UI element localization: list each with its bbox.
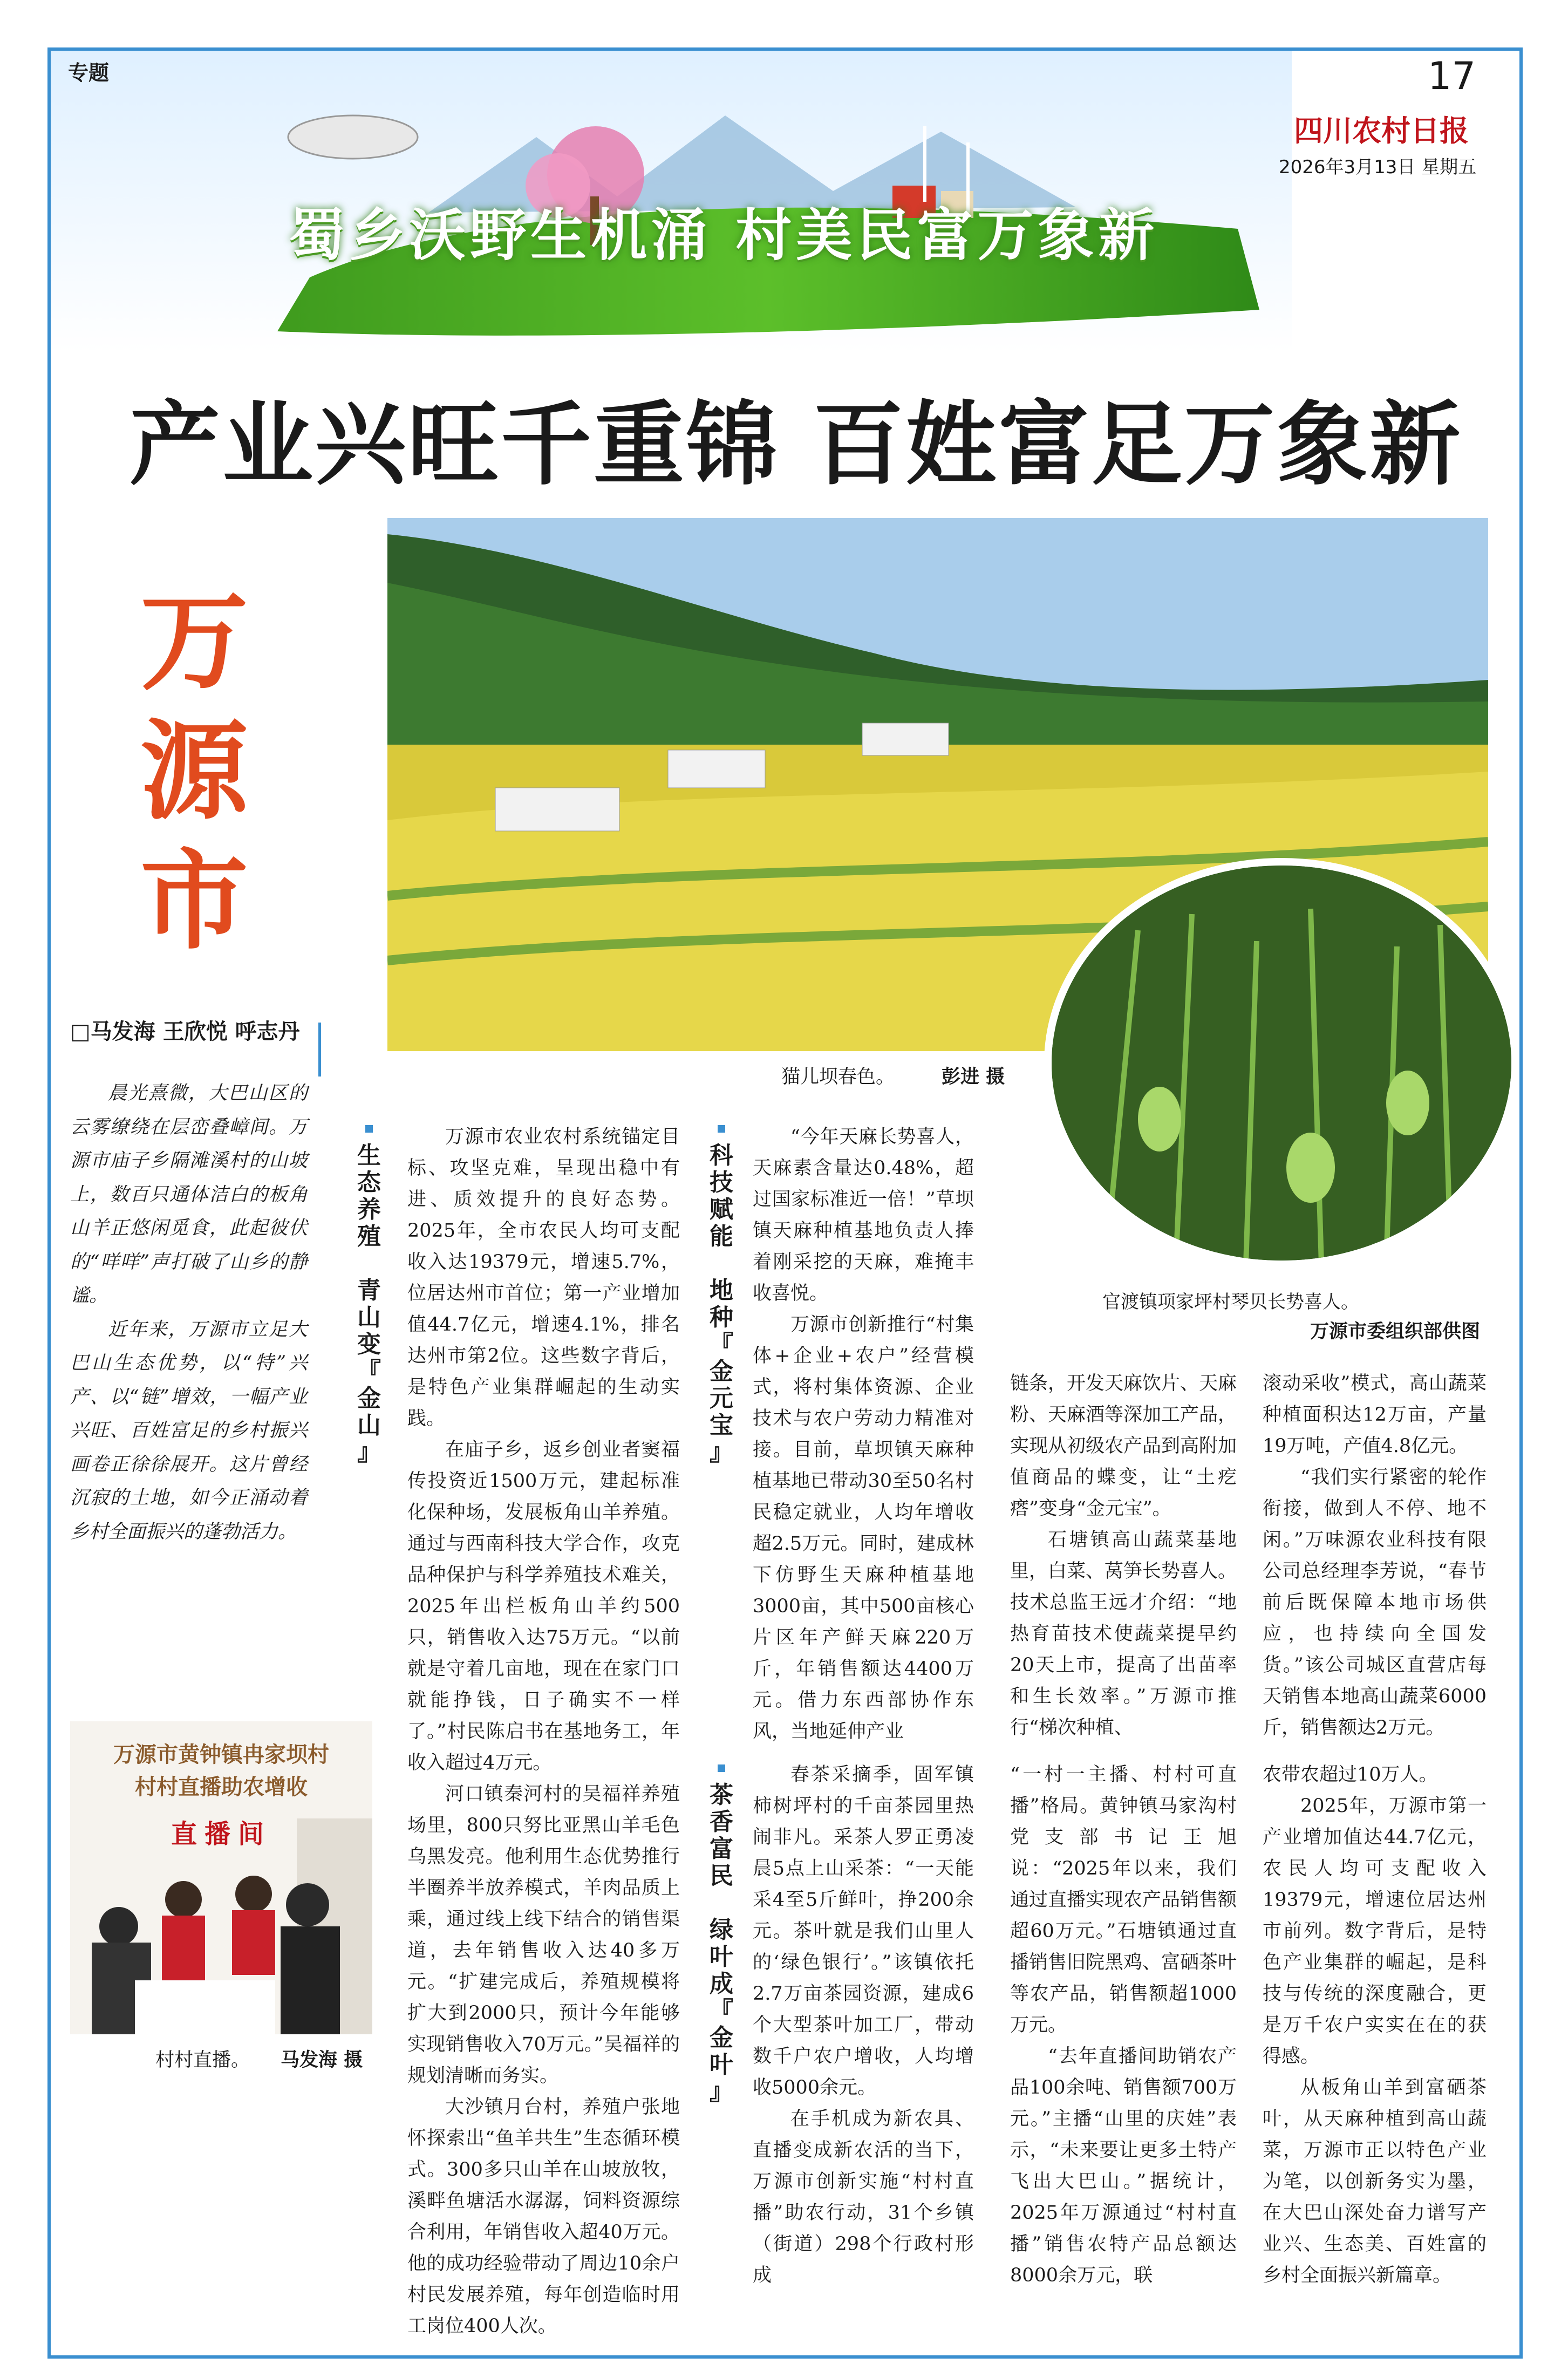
- paragraph: 在庙子乡，返乡创业者窦福传投资近1500万元，建起标准化保种场，发展板角山羊养殖。通过与西南科技大学合作，攻克品种保护与科学养殖技术难关，2025年出栏板角山羊约500只，销售收入达75万元。“以前就是守着几亩地，现在在家门口就能挣钱，日子确实不一样了。”村民陈启书在基地务工，年收入超过4万元。: [407, 1439, 680, 1774]
- paragraph: 农带农超过10万人。: [1263, 1764, 1438, 1786]
- paragraph: 从板角山羊到富硒茶叶，从天麻种植到高山蔬菜，万源市正以特色产业为笔，以创新务实为墨，在大巴山深处奋力谱写产业兴、生态美、百姓富的乡村全面振兴新篇章。: [1263, 2077, 1487, 2286]
- paragraph: 万源市农业农村系统锚定目标、攻坚克难，呈现出稳中有进、质效提升的良好态势。2025年，全市农民人均可支配收入达19379元，增速5.7%，位居达州市首位；第一产业增加值44.7亿元，增速4.1%，排名达州市第2位。这些数字背后，是特色产业集群崛起的生动实践。: [407, 1126, 680, 1429]
- byline-rule: [318, 1023, 321, 1077]
- livestream-caption: 村村直播。: [155, 2049, 250, 2071]
- livestream-photo: [70, 1721, 372, 2034]
- paragraph: 大沙镇月台村，养殖户张地怀探索出“鱼羊共生”生态循环模式。300多只山羊在山坡放牧，溪畔鱼塘活水潺潺，饲料资源综合利用，年销售收入超40万元。他的成功经验带动了周边10余户村民发展养殖，每年创造临时用工岗位400人次。: [407, 2096, 680, 2337]
- city-title: [129, 577, 259, 966]
- intro-paragraph: 晨光熹微，大巴山区的云雾缭绕在层峦叠嶂间。万源市庙子乡隔滩溪村的山坡上，数百只通体洁白的板角山羊正悠闲觅食，此起彼伏的“咩咩”声打破了山乡的静谧。: [70, 1082, 308, 1306]
- livestream-title-1: 万源市黄钟镇冉家坝村: [113, 1742, 329, 1767]
- page-number: 17: [1428, 54, 1476, 98]
- label-marker: [718, 1764, 725, 1772]
- paragraph: 滚动采收”模式，高山蔬菜种植面积达12万亩，产量19万吨，产值4.8亿元。: [1263, 1373, 1487, 1457]
- article-column-4a: [1263, 1368, 1487, 1743]
- section-label-tea: 茶 香 富 民 绿 叶 成 『 金 叶 』: [708, 1764, 734, 2106]
- city-char: 市: [140, 837, 248, 964]
- paragraph: “我们实行紧密的轮作衔接，做到人不停、地不闲。”万味源农业科技有限公司总经理李芳说，“春节前后既保障本地市场供应，也持续向全国发货。”该公司城区直营店每天销售本地高山蔬菜6000斤，销售额达2万元。: [1263, 1467, 1487, 1739]
- article-column-3b: [1010, 1759, 1237, 2291]
- paragraph: 石塘镇高山蔬菜基地里，白菜、莴笋长势喜人。技术总监王远才介绍：“地热育苗技术使蔬菜提早约20天上市，提高了出苗率和生长效率。”万源市推行“梯次种植、: [1010, 1529, 1237, 1739]
- livestream-title-3: 直播间: [171, 1819, 271, 1849]
- paragraph: “今年天麻长势喜人，天麻素含量达0.48%，超过国家标准近一倍！”草坝镇天麻种植基地负责人捧着刚采挖的天麻，难掩丰收喜悦。: [753, 1126, 974, 1304]
- byline: □马发海 王欣悦 呼志丹: [70, 1019, 300, 1044]
- city-char: 源: [140, 708, 248, 835]
- article-column-3a: [1010, 1368, 1237, 1743]
- section-label-ecology: 生 态 养 殖 青 山 变 『 金 山 』: [356, 1125, 382, 1466]
- paragraph: “一村一主播、村村可直播”格局。黄钟镇马家沟村党支部书记王旭说：“2025年以来，我们通过直播实现农产品销售额超60万元。”石塘镇通过直播销售旧院黑鸡、富硒茶叶等农产品，销售额超1000万元。: [1010, 1764, 1237, 2036]
- article-column-2b: [753, 1759, 974, 2291]
- circle-photo-caption: 官渡镇项家坪村琴贝长势喜人。: [1102, 1291, 1359, 1313]
- paragraph: 链条，开发天麻饮片、天麻粉、天麻酒等深加工产品，实现从初级农产品到高附加值商品的蝶变，让“土疙瘩”变身“金元宝”。: [1010, 1373, 1237, 1520]
- paragraph: 春茶采摘季，固军镇柿树坪村的千亩茶园里热闹非凡。采茶人罗正勇凌晨5点上山采茶：“一天能采4至5斤鲜叶，挣200余元。茶叶就是我们山里人的‘绿色银行’。”该镇依托2.7万亩茶园资源，建成6个大型茶叶加工厂，带动数千户农户增收，人均增收5000余元。: [753, 1764, 974, 2099]
- main-photo-credit: 彭进 摄: [942, 1066, 1005, 1088]
- label-marker: [718, 1125, 725, 1133]
- livestream-credit: 马发海 摄: [281, 2049, 363, 2071]
- circle-photo-credit: 万源市委组织部供图: [1310, 1321, 1481, 1343]
- paragraph: 在手机成为新农具、直播变成新农活的当下，万源市创新实施“村村直播”助农行动，31个乡镇（街道）298个行政村形成: [753, 2108, 974, 2286]
- city-char: 万: [140, 578, 248, 705]
- fritillaria-image: [1052, 866, 1516, 1265]
- issue-date: 2026年3月13日 星期五: [1279, 156, 1477, 178]
- main-photo-caption: 猫儿坝春色。: [781, 1066, 895, 1088]
- intro-text: [70, 1077, 308, 1549]
- article-column-1: [407, 1121, 680, 2342]
- article-column-4b: [1263, 1759, 1487, 2291]
- fritillaria-photo: [1044, 858, 1519, 1268]
- paragraph: 万源市创新推行“村集体+企业+农户”经营模式，将村集体资源、企业技术与农户劳动力精准对接。目前，草坝镇天麻种植基地已带动30至50名村民稳定就业，人均年增收超2.5万元。同时，建成林下仿野生天麻种植基地3000亩，其中500亩核心片区年产鲜天麻220万斤，年销售额达4400万元。借力东西部协作东风，当地延伸产业: [753, 1314, 974, 1742]
- article-column-2a: [753, 1121, 974, 1747]
- livestream-image: [70, 1721, 372, 2034]
- banner-slogan: 蜀乡沃野生机涌 村美民富万象新: [289, 202, 1159, 268]
- headline: 产业兴旺千重锦 百姓富足万象新: [129, 392, 1463, 498]
- newspaper-logo: 四川农村日报: [1294, 113, 1469, 148]
- paragraph: 河口镇秦河村的吴福祥养殖场里，800只努比亚黑山羊毛色乌黑发亮。他利用生态优势推行半圈养半放养模式，羊肉品质上乘，通过线上线下结合的销售渠道，去年销售收入达40多万元。“扩建完成后，养殖规模将扩大到2000只，预计今年能够实现销售收入70万元。”吴福祥的规划清晰而务实。: [407, 1783, 680, 2087]
- section-label: 专题: [68, 61, 110, 85]
- livestream-title-2: 村村直播助农增收: [135, 1775, 308, 1800]
- paragraph: “去年直播间助销农产品100余吨、销售额700万元。”主播“山里的庆娃”表示，“未来要让更多土特产飞出大巴山。”据统计，2025年万源通过“村村直播”销售农特产品总额达8000余万元，联: [1010, 2046, 1237, 2286]
- label-marker: [365, 1125, 373, 1133]
- paragraph: 2025年，万源市第一产业增加值达44.7亿元，农民人均可支配收入19379元，增速位居达州市前列。数字背后，是特色产业集群的崛起，是科技与传统的深度融合，更是万千农户实实在在的获得感。: [1263, 1795, 1487, 2067]
- section-label-tech: 科 技 赋 能 地 种 『 金 元 宝 』: [708, 1125, 734, 1466]
- intro-paragraph: 近年来，万源市立足大巴山生态优势，以“特”兴产、以“链”增效，一幅产业兴旺、百姓富足的乡村振兴画卷正徐徐展开。这片曾经沉寂的土地，如今正涌动着乡村全面振兴的蓬勃活力。: [70, 1318, 308, 1543]
